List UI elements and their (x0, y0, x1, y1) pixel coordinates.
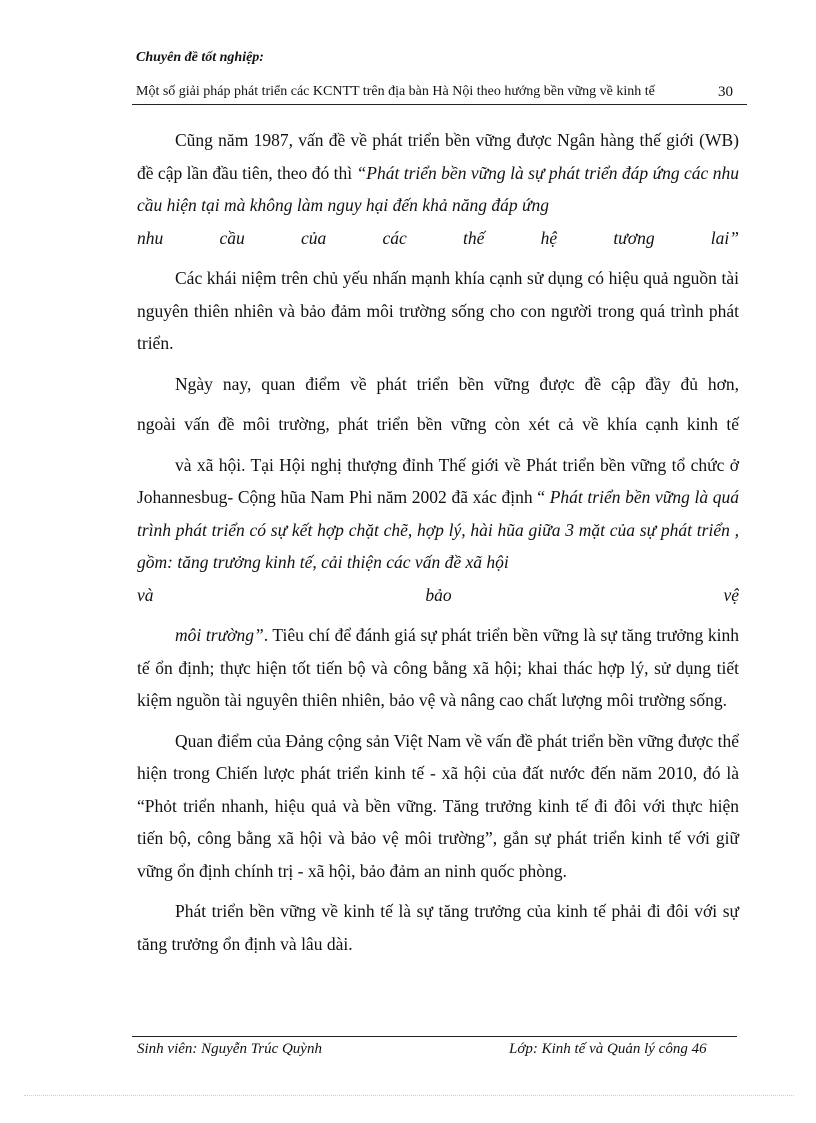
paragraph-1-text: Cũng năm 1987, vấn đề về phát triển bền vững được Ngân hàng thế giới (WB) đề cập lần đầu tiên, theo đó thì (137, 130, 739, 183)
header-subtitle: Một số giải pháp phát triển các KCNTT trên địa bàn Hà Nội theo hướng bền vững về kinh tế (136, 84, 655, 99)
paragraph-1-quote-end: nhu cầu của các thế hệ tương lai” (137, 227, 739, 248)
paragraph-4-quote: Phát triển bền vững là quá trình phát triển có sự kết hợp chặt chẽ, hợp lý, hài hũa giữa 3 mặt của sự phát triển , gồm: tăng trưởng kinh tế, cải thiện các vấn đề xã hội (137, 487, 739, 572)
paragraph-4-text: và xã hội. Tại Hội nghị thượng đỉnh Thế giới về Phát triển bền vững tổ chức ở Johannesbug- Cộng hũa Nam Phi năm 2002 đã xác định “ (137, 454, 739, 507)
paragraph-4-quote-end: và bảo vệ (137, 584, 739, 605)
footer-divider (132, 1036, 737, 1037)
page-number: 30 (718, 84, 733, 100)
page-bottom-dotted-line (24, 1095, 794, 1096)
footer-class: Lớp: Kinh tế và Quản lý công 46 (509, 1041, 707, 1057)
header-title: Chuyên đề tốt nghiệp: (136, 50, 264, 65)
paragraph-4 (137, 449, 739, 579)
document-body (137, 124, 739, 960)
paragraph-6: Quan điểm của Đảng cộng sản Việt Nam về vấn đề phát triển bền vững được thể hiện trong Chiến lược phát triển kinh tế - xã hội của đất nước đến năm 2010, đó là “Phỏt triển nhanh, hiệu quả và bền vững. Tăng trưởng kinh tế đi đôi với thực hiện tiến bộ, công bằng xã hội và bảo vệ môi trường”, gắn sự phát triển kinh tế với giữ vững ổn định chính trị - xã hội, bảo đảm an ninh quốc phòng. (137, 730, 739, 881)
paragraph-1-quote: “Phát triển bền vững là sự phát triển đáp ứng các nhu cầu hiện tại mà không làm nguy hại đến khả năng đáp ứng (137, 162, 739, 215)
paragraph-5-text: . Tiêu chí để đánh giá sự phát triển bền vững là sự tăng trưởng kinh tế ổn định; thực hiện tốt tiến bộ và công bằng xã hội; khai thác hợp lý, sử dụng tiết kiệm nguồn tài nguyên thiên nhiên, bảo vệ và nâng cao chất lượng môi trường sống. (137, 625, 739, 710)
paragraph-5 (137, 619, 739, 717)
paragraph-1 (137, 124, 739, 222)
paragraph-2: Các khái niệm trên chủ yếu nhấn mạnh khía cạnh sử dụng có hiệu quả nguồn tài nguyên thiên nhiên và bảo đảm môi trường sống cho con người trong quá trình phát triển. (137, 268, 739, 353)
paragraph-3-line-2: ngoài vấn đề môi trường, phát triển bền vững còn xét cả về khía cạnh kinh tế (137, 414, 739, 434)
paragraph-5-quote: môi trường” (175, 625, 264, 645)
paragraph-7: Phát triển bền vững về kinh tế là sự tăng trưởng của kinh tế phải đi đôi với sự tăng trưởng ổn định và lâu dài. (137, 901, 739, 954)
header-divider (132, 104, 747, 105)
paragraph-3-line-1: Ngày nay, quan điểm về phát triển bền vững được đề cập đầy đủ hơn, (175, 373, 739, 394)
footer-student: Sinh viên: Nguyễn Trúc Quỳnh (137, 1041, 322, 1057)
